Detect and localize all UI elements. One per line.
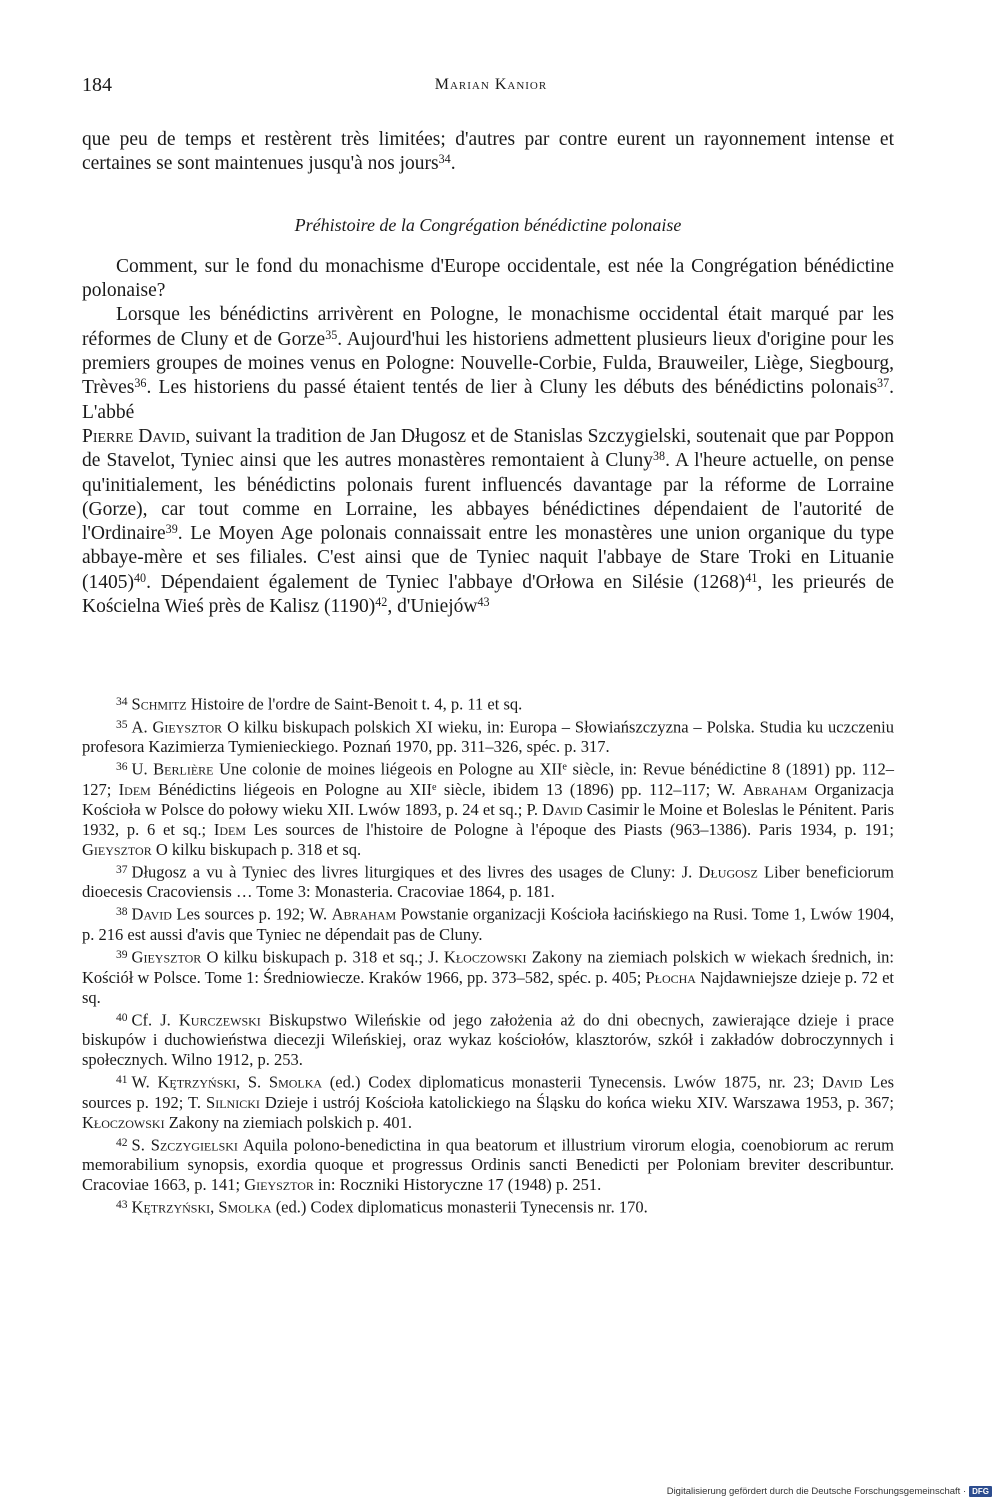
footnote-37: $^{37}$ Długosz a vu à Tyniec des livres liturgiques et des livres des usages de Cluny: J. Długosz Liber beneficiorum dioecesis Cracoviensis … Tome 3: Monasteria. Cracoviae 1864, p. 181. — [82, 862, 894, 902]
footnote-ref[interactable]: 35 — [325, 327, 338, 342]
main-text — [82, 128, 894, 619]
section-title: Préhistoire de la Congrégation bénédictine polonaise — [294, 214, 682, 235]
footnote-ref[interactable]: 37 — [877, 376, 890, 391]
footnote-36: $^{36}$ U. Berlière Une colonie de moines liégeois en Pologne au XIIe siècle, in: Revue bénédictine 8 (1891) pp. 112–127; Idem Bénédictins liégeois en Pologne au XIIe siècle, ibidem 13 (1896) pp. 112–117; W. Abraham Organizacja Kościoła w Polsce do połowy wieku XII. Lwów 1893, p. 24 et sq.; P. David Casimir le Moine et Boleslas le Pénitent. Paris 1932, p. 6 et sq.; Idem Les sources de l'histoire de Pologne à l'époque des Piasts (963–1386). Paris 1934, p. 191; Gieysztor O kilku biskupach p. 318 et sq. — [82, 759, 895, 859]
footnote-35: $^{35}$ A. Gieysztor O kilku biskupach polskich XI wieku, in: Europa – Słowiańszczyzna – Polska. Studia ku uczczeniu profesora Kazimierza Tymienieckiego. Poznań 1970, pp. 311–326, spéc. p. 317. — [82, 717, 894, 757]
paragraph-question: Comment, sur le fond du monachisme d'Europe occidentale, est née la Congrégation bénédictine polonaise? — [82, 255, 894, 302]
footnote-ref[interactable]: 42 — [375, 595, 388, 610]
footnote-38: $^{38}$ David Les sources p. 192; W. Abraham Powstanie organizacji Kościoła łacińskiego na Rusi. Tome 1, Lwów 1904, p. 216 est aussi d'avis que Tyniec ne dépendait pas de Cluny. — [82, 905, 894, 945]
footnote-ref[interactable]: 41 — [745, 570, 758, 585]
paragraph-continuation: que peu de temps et restèrent très limitées; d'autres par contre eurent un rayonnement intense et certaines se sont maintenues jusqu'à nos jours$^{34}$. — [82, 129, 894, 175]
footnote-40: $^{40}$ Cf. J. Kurczewski Biskupstwo Wileńskie od jego założenia aż do dni obecnych, zawierające dzieje i prace biskupów i duchowieństwa diecezji Wileńskiej, oraz wykaz kościołów, klasztorów, szkół i zakładów dobroczynnych i społecznych. Wilno 1912, p. 253. — [82, 1010, 895, 1070]
footnote-43: $^{43}$ Kętrzyński, Smolka (ed.) Codex diplomaticus monasterii Tynecensis nr. 170. — [116, 1198, 648, 1218]
footnote-ref[interactable]: 39 — [165, 522, 178, 537]
footnotes — [82, 692, 894, 1218]
footnote-39: $^{39}$ Gieysztor O kilku biskupach p. 318 et sq.; J. Kłoczowski Zakony na ziemiach polskich w wiekach średnich, in: Kościół w Polsce. Tome 1: Średniowiecze. Kraków 1966, pp. 373–582, spéc. p. 405; Płocha Najdawniejsze dzieje p. 72 et sq. — [82, 947, 894, 1007]
dfg-logo-icon: DFG — [969, 1486, 992, 1497]
footnote-41: $^{41}$ W. Kętrzyński, S. Smolka (ed.) Codex diplomaticus monasterii Tynecensis. Lwów 1875, nr. 23; David Les sources p. 192; T. Silnicki Dzieje i ustrój Kościoła katolickiego na Śląsku do końca wieku XIV. Warszawa 1953, p. 367; Kłoczowski Zakony na ziemiach polskich p. 401. — [82, 1072, 895, 1132]
digitization-footer — [667, 1486, 992, 1497]
footnote-42: $^{42}$ S. Szczygielski Aquila polono-benedictina in qua beatorum et illustrium virorum elogia, coenobiorum ac rerum memorabilium synopsis, exordia quoque et progressus Ordinis sancti Benedicti per Poloniam breviter describuntur. Cracoviae 1663, p. 141; Gieysztor in: Roczniki Historyczne 17 (1948) p. 251. — [82, 1135, 894, 1195]
page-number: 184 — [82, 74, 112, 96]
footnote-ref[interactable]: 34 — [438, 152, 451, 167]
footnote-ref[interactable]: 40 — [134, 570, 147, 585]
footnote-ref[interactable]: 43 — [477, 595, 490, 610]
running-head: Marian Kanior — [434, 76, 548, 93]
page-header — [82, 74, 900, 102]
footnote-34: $^{34}$ Schmitz Histoire de l'ordre de Saint-Benoit t. 4, p. 11 et sq. — [116, 694, 523, 714]
author-name: Pierre David — [82, 425, 186, 447]
footnote-ref[interactable]: 38 — [653, 449, 666, 464]
footnote-ref[interactable]: 36 — [134, 376, 147, 391]
paragraph-history: Lorsque les bénédictins arrivèrent en Pologne, le monachisme occidental était marqué par les réformes de Cluny et de Gorze$^{35}$. Aujourd'hui les historiens admettent plusieurs lieux d'origine pour les premiers groupes de moines venus en Pologne: Nouvelle-Corbie, Fulda, Brauweiler, Liège, Siegbourg, Trèves$^{36}$. Les historiens du passé étaient tentés de lier à Cluny les débuts des bénédictins polonais$^{37}$. L'abbé Pierre David, suivant la tradition de Jan Długosz et de Stanislas Szczygielski, soutenait que par Poppon de Stavelot, Tyniec ainsi que les autres monastères remontaient à Cluny$^{38}$. A l'heure actuelle, on pense qu'initialement, les bénédictins polonais furent influencés davantage par la réforme de Lorraine (Gorze), car tout comme en Lorraine, les abbayes bénédictines dépendaient de l'autorité de l'Ordinaire$^{39}$. Le Moyen Age polonais connaissait entre les monastères une union organique du type abbaye-mère et ses filiales. C'est ainsi que de Tyniec naquit l'abbaye de Stare Troki en Lituanie $(1405)^{40}$. Dépendaient également de Tyniec l'abbaye d'Orłowa en Silésie $(1268)^{41}$, les prieurés de Kościelna Wieś près de Kalisz $(1190)^{42}$, d'Uniejów$^{43}$ — [82, 304, 895, 618]
footer-text: Digitalisierung gefördert durch die Deutsche Forschungsgemeinschaft · — [666, 1486, 967, 1497]
